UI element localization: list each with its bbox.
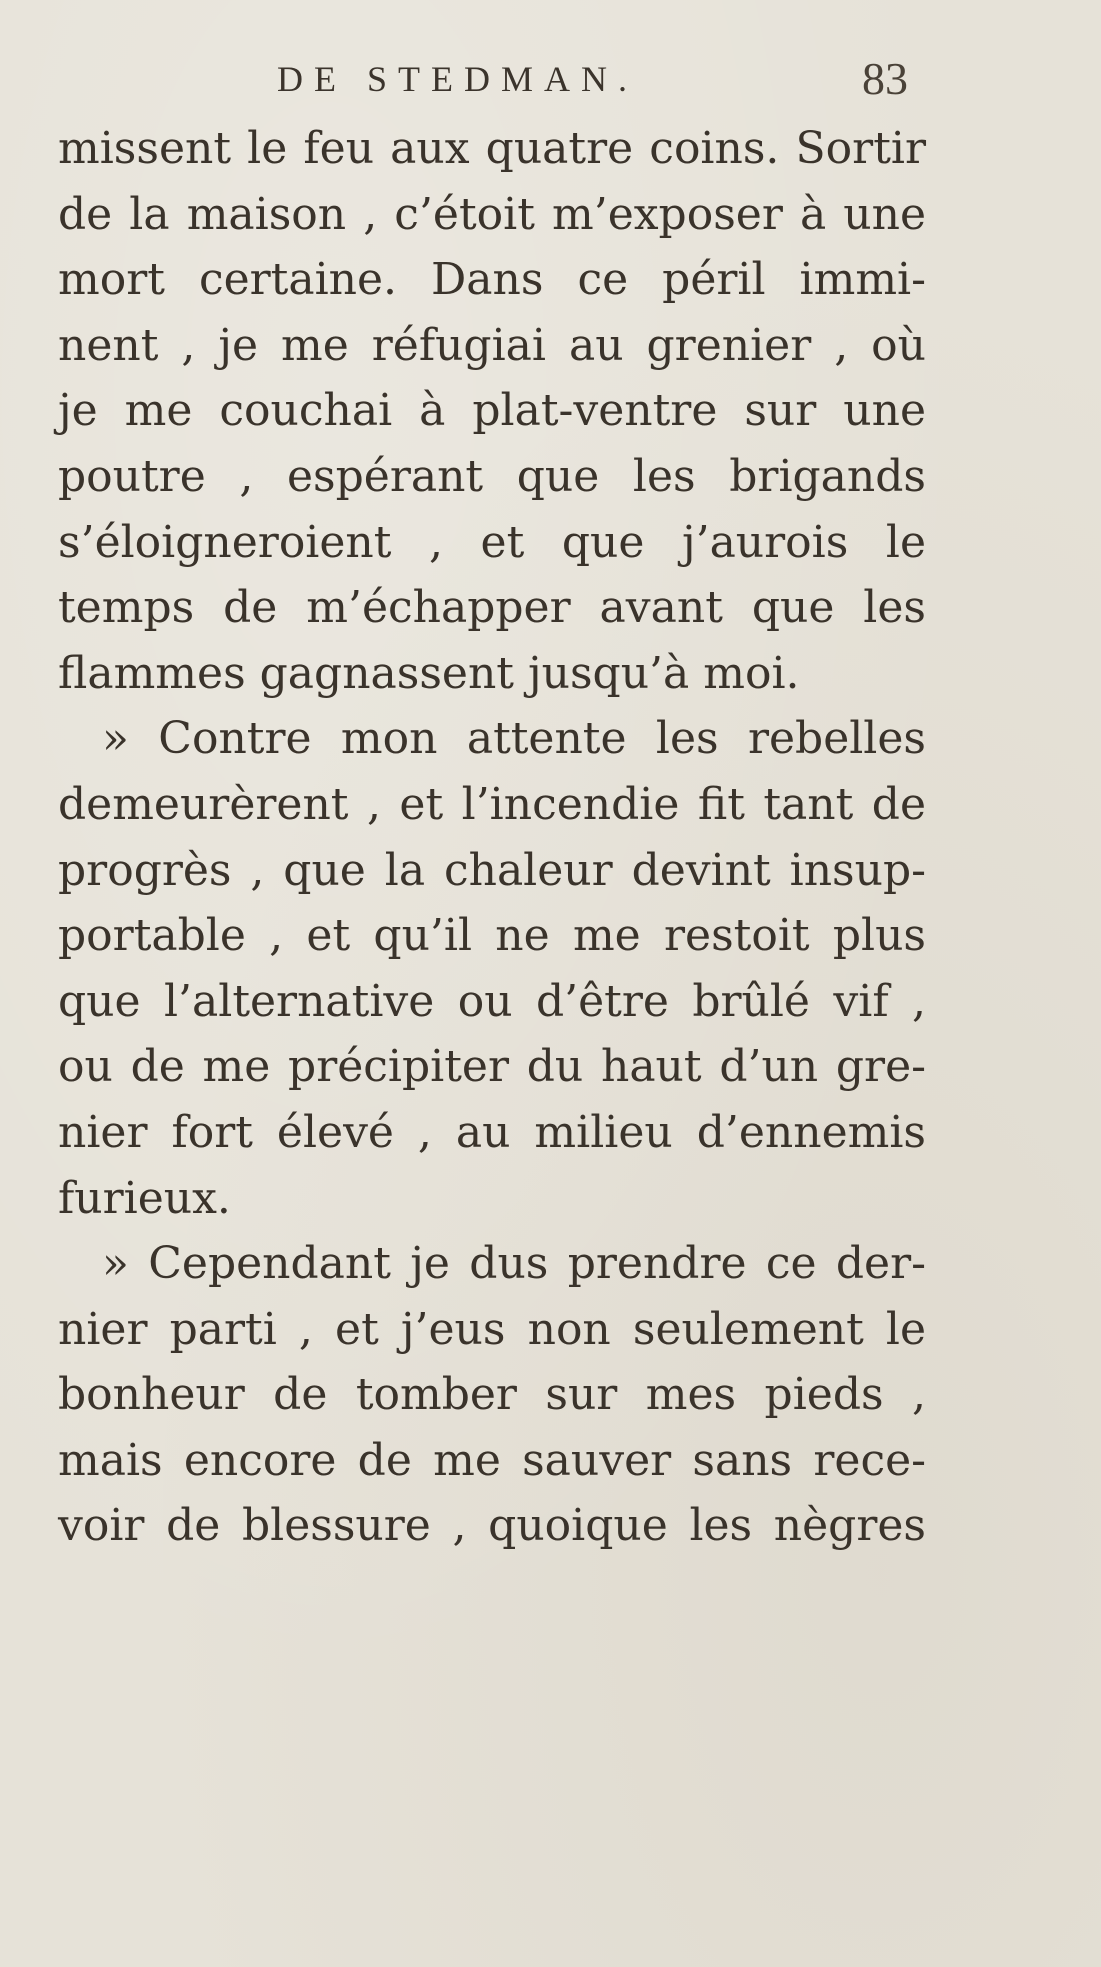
- text-line: nier parti , et j’eus non seulement le: [58, 1303, 926, 1355]
- text-line: nier fort élevé , au milieu d’ennemis: [58, 1106, 926, 1158]
- text-line: que l’alternative ou d’être brûlé vif ,: [58, 975, 926, 1027]
- text-line: portable , et qu’il ne me restoit plus: [58, 910, 926, 962]
- text-line: poutre , espérant que les brigands: [58, 450, 926, 502]
- text-line: demeurèrent , et l’incendie fit tant de: [58, 778, 926, 830]
- running-title: DE STEDMAN.: [277, 59, 638, 99]
- text-line: s’éloigneroient , et que j’aurois le: [58, 516, 926, 568]
- text-line: mort certaine. Dans ce péril immi-: [58, 254, 926, 306]
- text-line: progrès , que la chaleur devint insup-: [58, 844, 926, 896]
- page-number: 83: [862, 53, 908, 104]
- text-line: voir de blessure , quoique les nègres: [58, 1500, 926, 1552]
- text-line: de la maison , c’étoit m’exposer à une: [58, 188, 926, 240]
- text-line: je me couchai à plat-ventre sur une: [58, 385, 926, 437]
- text-line: ou de me précipiter du haut d’un gre-: [58, 1041, 926, 1093]
- text-line: temps de m’échapper avant que les: [58, 582, 926, 634]
- paragraph-start-line: » Contre mon attente les rebelles: [102, 713, 926, 765]
- body-text: [58, 116, 926, 1559]
- paragraph-end-line: furieux.: [58, 1172, 231, 1224]
- text-line: bonheur de tomber sur mes pieds ,: [58, 1369, 926, 1421]
- paragraph-start-line: » Cependant je dus prendre ce der-: [102, 1238, 926, 1290]
- text-line: missent le feu aux quatre coins. Sortir: [58, 123, 926, 174]
- text-line: nent , je me réfugiai au grenier , où: [58, 319, 926, 371]
- paragraph-end-line: flammes gagnassent jusqu’à moi.: [58, 647, 800, 699]
- running-head: [0, 53, 1101, 108]
- text-line: mais encore de me sauver sans rece-: [58, 1434, 926, 1486]
